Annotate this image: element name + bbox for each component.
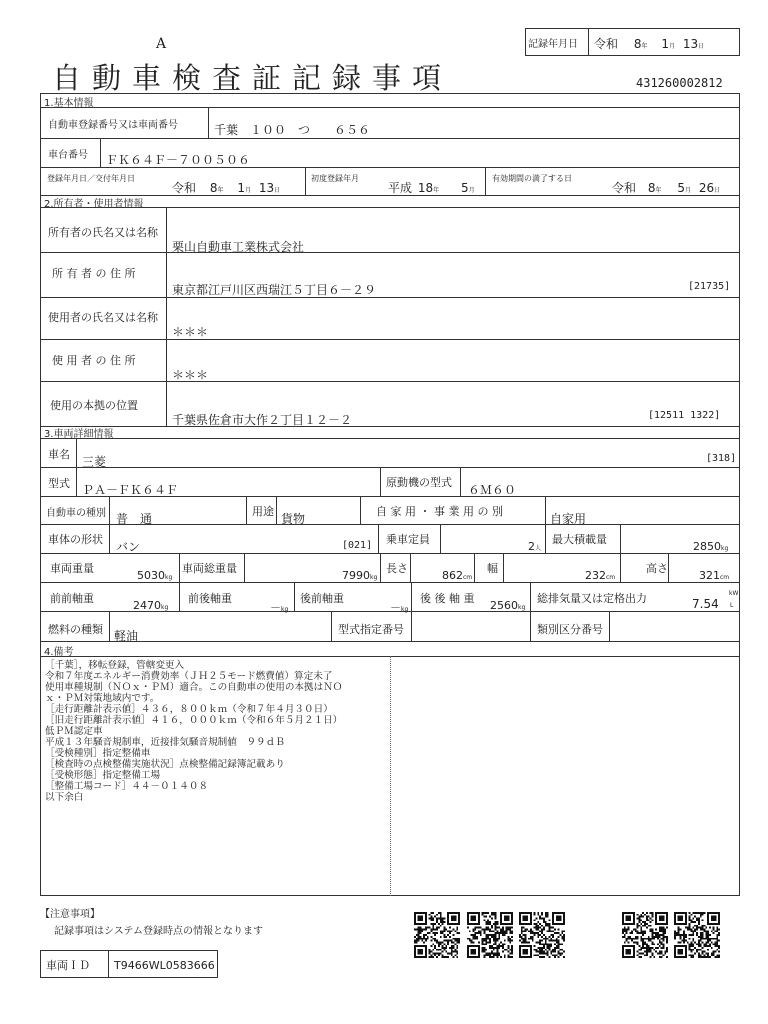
body-shape: バン <box>116 540 141 554</box>
purpose-label: 用途 <box>252 505 274 518</box>
qr-code-5 <box>674 912 720 958</box>
qr-code-4 <box>622 912 668 958</box>
owner-address-label: 所 有 者 の 住 所 <box>52 267 136 280</box>
registration-number-label: 自動車登録番号又は車両番号 <box>48 120 178 131</box>
remarks-line: 低ＰＭ認定車 <box>45 726 103 737</box>
section-remarks-heading: 4.備考 <box>44 647 74 658</box>
gross-weight-label: 車両総重量 <box>182 562 237 575</box>
remarks-line: 平成１３年騒音規制車，近接排気騒音規制値 ９９ｄＢ <box>45 737 285 748</box>
user-name: ＊＊＊ <box>172 325 209 339</box>
vehicle-weight: 5030kg <box>137 569 173 582</box>
base-location-label: 使用の本拠の位置 <box>50 399 138 412</box>
remarks-line: 令和７年度エネルギー消費効率（ＪＨ２５モード燃費値）算定未了 <box>45 671 333 682</box>
user-name-label: 使用者の氏名又は名称 <box>48 311 158 324</box>
qr-code-2 <box>467 912 513 958</box>
height-label: 高さ <box>646 562 668 575</box>
model-label: 型式 <box>48 477 70 490</box>
base-location-code: [12511 1322] <box>648 410 721 421</box>
registration-number: 千葉 １００ つ ６５６ <box>214 123 371 137</box>
section-owner-heading: 2.所有者・使用者情報 <box>44 199 144 210</box>
displacement-label: 総排気量又は定格出力 <box>537 592 647 605</box>
type-designation-label: 型式指定番号 <box>338 623 404 636</box>
vehicle-id-label: 車両ＩＤ <box>46 959 90 972</box>
remarks-line: ｘ・ＰＭ対策地域内です。 <box>45 693 160 704</box>
chassis-number: ＦＫ６４Ｆ－７００５０６ <box>106 153 251 167</box>
seating-capacity-label: 乗車定員 <box>386 533 430 546</box>
width: 232cm <box>585 569 616 582</box>
rear-rear-axle-label: 後 後 軸 重 <box>420 592 475 605</box>
section-vehicle-heading: 3.車両詳細情報 <box>44 429 114 440</box>
vehicle-weight-label: 車両重量 <box>50 562 94 575</box>
owner-name: 栗山自動車工業株式会社 <box>172 240 305 254</box>
front-rear-axle: －kg <box>270 601 289 614</box>
record-date-value: 令和 8年 1月 13日 <box>594 37 705 51</box>
rear-front-axle: －kg <box>390 601 409 614</box>
max-load-label: 最大積載量 <box>552 533 607 546</box>
vehicle-id: T9466WL0583666 <box>114 959 215 972</box>
rear-front-axle-label: 後前軸重 <box>300 592 344 605</box>
first-registration: 平成 18年 5月 <box>388 181 475 195</box>
first-registration-label: 初度登録年月 <box>311 174 359 183</box>
expiry-date-label: 有効期間の満了する日 <box>492 174 572 183</box>
qr-code-3 <box>519 912 565 958</box>
seating-capacity: 2人 <box>528 540 542 553</box>
remarks-line: ［受検形態］指定整備工場 <box>45 770 161 781</box>
remarks-line: ［旧走行距離計表示値］４１６，０００ｋｍ（令和６年５月２１日） <box>45 715 343 726</box>
business-type: 自家用 <box>550 512 587 526</box>
chassis-number-label: 車台番号 <box>48 150 88 161</box>
class-number-label: 類別区分番号 <box>537 623 603 636</box>
expiry-date: 令和 8年 5月 26日 <box>612 181 721 195</box>
registration-date-label: 登録年月日／交付年月日 <box>47 174 135 183</box>
gross-weight: 7990kg <box>342 569 378 582</box>
record-date-divider <box>588 28 589 56</box>
remarks-line: ［走行距離計表示値］４３６，８００ｋｍ（令和７年４月３０日） <box>45 704 333 715</box>
base-location: 千葉県佐倉市大作２丁目１２－２ <box>172 413 353 427</box>
body-shape-code: [021] <box>342 540 373 551</box>
section-basic-heading: 1.基本情報 <box>44 98 94 109</box>
maker: 三菱 <box>82 455 107 469</box>
model: ＰＡ－ＦＫ６４Ｆ <box>82 483 179 497</box>
remarks-line: 使用車種規制（ＮＯｘ・ＰＭ）適合。この自動車の使用の本拠はＮＯ <box>45 682 343 693</box>
notes-text: 記録事項はシステム登録時点の情報となります <box>54 926 263 937</box>
body-shape-label: 車体の形状 <box>48 533 103 546</box>
displacement: 7.54 <box>692 597 719 611</box>
qr-code-1 <box>414 912 460 958</box>
height: 321cm <box>699 569 730 582</box>
vehicle-kind-label: 自動車の種別 <box>46 508 106 519</box>
remarks-line: 以下余白 <box>45 792 84 803</box>
displacement-unit-kw: kW <box>729 590 739 597</box>
user-address: ＊＊＊ <box>172 368 209 382</box>
business-type-label: 自 家 用 ・ 事 業 用 の 別 <box>376 505 503 518</box>
length-label: 長さ <box>386 562 408 575</box>
vehicle-kind: 普 通 <box>116 512 153 526</box>
page-title: 自動車検査証記録事項 <box>52 61 453 95</box>
owner-address: 東京都江戸川区西瑞江５丁目６－２９ <box>172 283 377 297</box>
max-load: 2850kg <box>693 540 729 553</box>
width-label: 幅 <box>487 562 498 575</box>
remarks-text <box>45 660 342 803</box>
remarks-line: ［整備工場コード］４４－０１４０８ <box>45 781 209 792</box>
remarks-line: ［検査時の点検整備実施状況］点検整備記録簿記載あり <box>45 759 285 770</box>
owner-address-code: [21735] <box>688 281 731 292</box>
engine-model-label: 原動機の型式 <box>386 476 452 489</box>
maker-code: [318] <box>706 453 737 464</box>
fuel-type: 軽油 <box>114 629 139 643</box>
remarks-column-divider <box>390 656 391 896</box>
engine-model: ６Ｍ６０ <box>468 483 517 497</box>
notes-heading: 【注意事項】 <box>40 909 100 920</box>
purpose: 貨物 <box>281 512 306 526</box>
displacement-unit-l: L <box>730 602 734 609</box>
front-rear-axle-label: 前後軸重 <box>188 592 232 605</box>
front-front-axle: 2470kg <box>133 599 169 612</box>
maker-label: 車名 <box>48 448 70 461</box>
fuel-type-label: 燃料の種類 <box>48 623 103 636</box>
form-mark: A <box>156 36 167 52</box>
remarks-line: ［受検種別］指定整備車 <box>45 748 151 759</box>
record-date-label: 記録年月日 <box>528 39 578 50</box>
rear-rear-axle: 2560kg <box>490 599 526 612</box>
length: 862cm <box>442 569 473 582</box>
remarks-line: ［千葉］，移転登録，管轄変更入 <box>45 660 185 671</box>
owner-name-label: 所有者の氏名又は名称 <box>48 226 158 239</box>
user-address-label: 使 用 者 の 住 所 <box>52 354 136 367</box>
registration-date: 令和 8年 1月 13日 <box>172 181 281 195</box>
document-number: 431260002812 <box>636 76 723 90</box>
front-front-axle-label: 前前軸重 <box>50 592 94 605</box>
